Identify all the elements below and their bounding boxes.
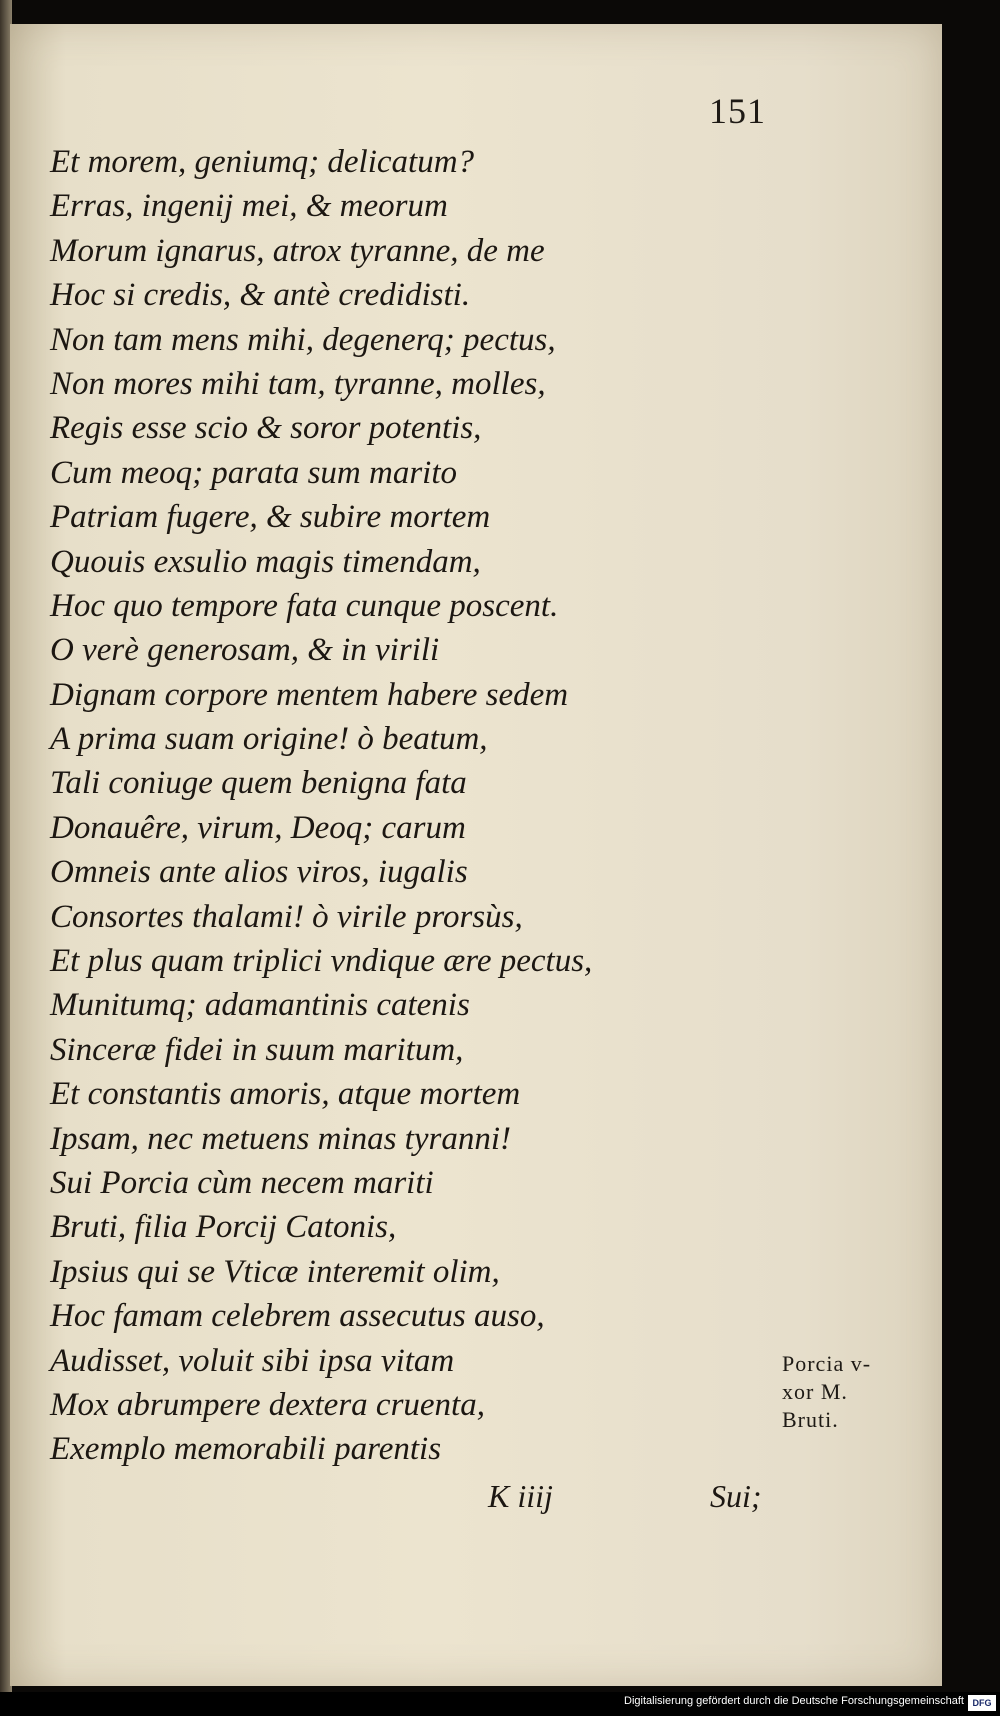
footer-bar bbox=[0, 1692, 1000, 1716]
verse-line: A prima suam origine! ò beatum, bbox=[50, 721, 488, 758]
verse-line: Morum ignarus, atrox tyranne, de me bbox=[50, 232, 545, 269]
verse-line: Patriam fugere, & subire mortem bbox=[50, 499, 491, 536]
dfg-logo-icon: DFG bbox=[968, 1695, 996, 1711]
verse-line: Cum meoq; parata sum marito bbox=[50, 454, 458, 491]
verse-line: Audisset, voluit sibi ipsa vitam bbox=[50, 1342, 455, 1379]
verse-line: Exemplo memorabili parentis bbox=[50, 1431, 442, 1468]
verse-line: Hoc famam celebrem assecutus auso, bbox=[50, 1298, 545, 1335]
verse-line: Et morem, geniumq; delicatum? bbox=[50, 144, 475, 180]
verse-line: Munitumq; adamantinis catenis bbox=[50, 987, 470, 1024]
catchword: Sui; bbox=[710, 1478, 762, 1514]
marginal-note bbox=[782, 1350, 912, 1434]
verse-line: Bruti, filia Porcij Catonis, bbox=[50, 1209, 397, 1246]
verse-line: Hoc quo tempore fata cunque poscent. bbox=[50, 587, 559, 624]
verse-line: Et constantis amoris, atque mortem bbox=[50, 1076, 521, 1113]
verse-line: Hoc si credis, & antè credidisti. bbox=[50, 277, 471, 314]
verse-line: Quouis exsulio magis timendam, bbox=[50, 543, 481, 580]
marginal-note-line: Bruti. bbox=[782, 1407, 839, 1432]
signature-mark: K iiij bbox=[488, 1478, 553, 1514]
footer-credit: Digitalisierung gefördert durch die Deutsche Forschungsgemeinschaft bbox=[624, 1695, 964, 1707]
verse-block bbox=[50, 140, 710, 1472]
verse-line: Tali coniuge quem benigna fata bbox=[50, 765, 467, 802]
marginal-note-line: xor M. bbox=[782, 1379, 848, 1404]
verse-line: Donauêre, virum, Deoq; carum bbox=[50, 809, 466, 846]
verse-line: Erras, ingenij mei, & meorum bbox=[50, 188, 448, 225]
book-page bbox=[10, 24, 942, 1686]
verse-line: O verè generosam, & in virili bbox=[50, 632, 440, 669]
verse-line: Dignam corpore mentem habere sedem bbox=[50, 676, 569, 713]
page-number: 151 bbox=[709, 91, 766, 131]
marginal-note-line: Porcia v- bbox=[782, 1351, 872, 1376]
verse-line: Non tam mens mihi, degenerq; pectus, bbox=[50, 321, 556, 358]
verse-line: Consortes thalami! ò virile prorsùs, bbox=[50, 898, 523, 935]
verse-line: Et plus quam triplici vndique ære pectus, bbox=[50, 943, 593, 980]
verse-line: Omneis ante alios viros, iugalis bbox=[50, 854, 468, 891]
verse-line: Sui Porcia cùm necem mariti bbox=[50, 1164, 434, 1201]
verse-line: Sinceræ fidei in suum maritum, bbox=[50, 1031, 464, 1068]
verse-line: Regis esse scio & soror potentis, bbox=[50, 410, 482, 447]
verse-line: Non mores mihi tam, tyranne, molles, bbox=[50, 365, 546, 402]
verse-line: Ipsam, nec metuens minas tyranni! bbox=[50, 1120, 512, 1157]
verse-line: Ipsius qui se Vticæ interemit olim, bbox=[50, 1253, 500, 1290]
verse-line: Mox abrumpere dextera cruenta, bbox=[50, 1386, 485, 1423]
